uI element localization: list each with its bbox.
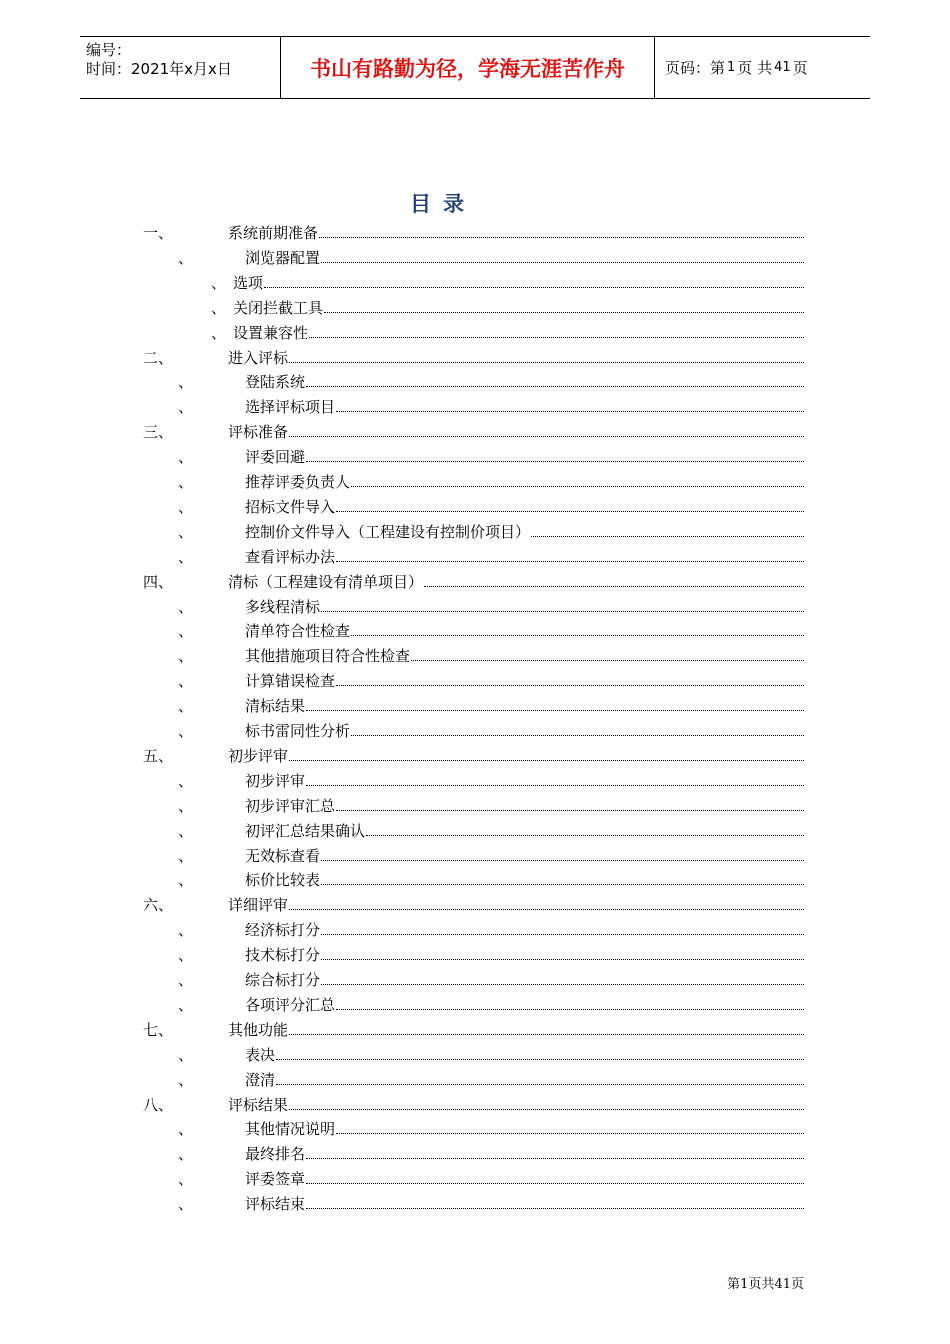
toc-entry-label: 初评汇总结果确认 [245,821,366,840]
toc-entry[interactable] [160,392,804,417]
toc-entry[interactable] [160,243,804,268]
toc-entry-label: 无效标查看 [245,846,321,865]
toc-dot-leader [306,386,804,387]
toc-entry[interactable] [160,641,804,666]
toc-entry-label: 评标准备 [228,423,289,442]
toc-entry-label: 评委签章 [245,1170,306,1189]
toc-entry-number: 、 [178,1170,194,1189]
toc-entry[interactable] [143,741,804,766]
toc-dot-leader [336,561,804,562]
toc-entry-label: 其他措施项目符合性检查 [245,647,411,666]
toc-entry-label: 评标结束 [245,1195,306,1214]
toc-entry-label: 选择评标项目 [245,398,336,417]
toc-entry-number: 、 [211,273,227,292]
toc-entry-number: 八、 [143,1095,174,1114]
toc-entry-number: 、 [178,473,194,491]
toc-entry-number: 、 [178,921,194,940]
toc-dot-leader [319,237,804,238]
toc-entry-number: 、 [178,398,194,417]
toc-entry-number: 、 [178,373,194,392]
toc-entry-number: 、 [178,647,194,666]
toc-entry-number: 七、 [143,1020,174,1039]
page-current: 1 [727,60,736,75]
header-motto: 书山有路勤为径，学海无涯苦作舟 [281,37,655,98]
toc-entry-number: 二、 [143,348,174,367]
toc-entry[interactable] [160,1114,804,1139]
toc-entry-number: 、 [178,448,194,467]
toc-dot-leader [321,860,804,861]
toc-dot-leader [306,785,804,786]
toc-dot-leader [321,262,804,263]
toc-entry-label: 进入评标 [228,348,289,367]
toc-entry[interactable] [160,616,804,641]
toc-dot-leader [276,1084,804,1085]
toc-entry-label: 浏览器配置 [245,248,321,267]
toc-dot-leader [424,586,804,587]
toc-entry[interactable] [160,766,804,791]
toc-entry[interactable] [160,517,804,542]
toc-entry-label: 设置兼容性 [233,323,309,342]
toc-entry-label: 标价比较表 [245,871,321,890]
toc-entry-label: 表决 [245,1045,276,1064]
toc-entry-label: 选项 [233,273,264,292]
toc-entry-label: 经济标打分 [245,921,321,940]
toc-entry[interactable] [160,542,804,567]
page-footer: 第1页共41页 [727,1277,804,1292]
toc-entry[interactable] [160,791,804,816]
toc-entry-label: 系统前期准备 [228,224,319,242]
toc-entry-number: 、 [178,821,194,840]
toc-entry[interactable] [143,218,804,243]
time-label: 时间：2021年x月x日 [86,60,232,78]
toc-entry[interactable] [143,1015,804,1040]
toc-entry-label: 澄清 [245,1070,276,1089]
toc-entry-number: 、 [178,672,194,691]
toc-dot-leader [306,461,804,462]
toc-entry[interactable] [160,841,804,866]
toc-entry[interactable] [160,1040,804,1065]
toc-entry-number: 、 [178,547,194,566]
toc-entry[interactable] [160,1164,804,1189]
toc-entry[interactable] [160,816,804,841]
toc-entry-label: 技术标打分 [245,946,321,965]
toc-dot-leader [289,1109,804,1110]
toc-entry-number: 、 [211,323,227,342]
toc-entry-number: 六、 [143,896,174,915]
toc-entry-label: 综合标打分 [245,971,321,989]
toc-title: 目录 [410,192,476,216]
toc-entry-label: 多线程清标 [245,597,321,616]
toc-entry[interactable] [160,865,804,890]
toc-entry-label: 标书雷同性分析 [245,722,351,740]
toc-dot-leader [306,1208,804,1209]
toc-dot-leader [276,1059,804,1060]
toc-dot-leader [351,735,804,736]
toc-dot-leader [306,1183,804,1184]
toc-entry-number: 、 [178,1120,194,1139]
toc-entry[interactable] [143,417,804,442]
toc-dot-leader [289,436,804,437]
toc-entry-number: 一、 [143,224,174,242]
toc-entry-label: 初步评审汇总 [245,796,336,815]
toc-entry-label: 关闭拦截工具 [233,298,324,317]
toc-dot-leader [289,1034,804,1035]
toc-entry-label: 最终排名 [245,1145,306,1164]
toc-entry[interactable] [143,1090,804,1115]
toc-entry-number: 、 [178,697,194,716]
toc-entry-label: 推荐评委负责人 [245,473,351,491]
toc-entry-number: 、 [178,597,194,616]
toc-entry-label: 各项评分汇总 [245,995,336,1014]
toc-entry-number: 、 [178,722,194,740]
toc-dot-leader [321,611,804,612]
toc-entry-label: 计算错误检查 [245,672,336,691]
toc-dot-leader [321,959,804,960]
page-suffix: 页 [792,59,808,77]
toc-entry-number: 四、 [143,572,174,591]
toc-dot-leader [264,287,804,288]
toc-entry[interactable] [211,293,804,318]
page-mid: 页 共 [737,59,773,77]
toc-entry-number: 、 [178,1195,194,1214]
toc-dot-leader [289,362,804,363]
toc-entry-number: 五、 [143,746,174,765]
toc-entry-number: 、 [178,497,194,516]
toc-entry-label: 其他情况说明 [245,1120,336,1139]
toc-entry-label: 清标（工程建设有清单项目） [228,572,424,591]
toc-entry[interactable] [160,1139,804,1164]
toc-entry[interactable] [160,965,804,990]
toc-entry-number: 、 [178,871,194,890]
header-page-cell [655,37,870,98]
toc-entry[interactable] [143,343,804,368]
toc-entry-number: 、 [178,622,194,641]
toc-dot-leader [306,710,804,711]
toc-entry-number: 、 [178,995,194,1014]
toc-entry-number: 、 [178,522,194,541]
toc-dot-leader [351,486,804,487]
toc-dot-leader [336,411,804,412]
toc-dot-leader [289,760,804,761]
toc-entry-label: 登陆系统 [245,373,306,392]
toc-entry-label: 查看评标办法 [245,547,336,566]
toc-entry-label: 清单符合性检查 [245,622,351,641]
header-table [80,36,870,99]
toc-dot-leader [336,511,804,512]
toc-entry[interactable] [160,691,804,716]
toc-dot-leader [411,660,804,661]
toc-dot-leader [336,1133,804,1134]
toc-dot-leader [324,312,804,313]
toc-entry-label: 评标结果 [228,1095,289,1114]
page-total: 41 [774,60,791,75]
toc-entry-label: 详细评审 [228,896,289,915]
toc-dot-leader [289,909,804,910]
toc-dot-leader [321,984,804,985]
toc-dot-leader [321,884,804,885]
toc-dot-leader [366,835,804,836]
toc-entry-number: 、 [178,248,194,267]
toc-entry[interactable] [160,592,804,617]
toc-entry[interactable] [211,318,804,343]
toc-entry-label: 初步评审 [228,746,289,765]
toc-entry-number: 、 [178,946,194,965]
toc-dot-leader [309,337,804,338]
toc-dot-leader [336,1009,804,1010]
toc-entry[interactable] [160,1065,804,1090]
toc-entry[interactable] [160,716,804,741]
toc-entry[interactable] [160,940,804,965]
toc-entry-number: 、 [178,771,194,790]
toc-entry-label: 评委回避 [245,448,306,467]
toc-entry[interactable] [211,268,804,293]
toc-entry-number: 、 [178,1070,194,1089]
toc-entry[interactable] [143,890,804,915]
toc-entry[interactable] [160,990,804,1015]
header-info-cell [80,37,281,98]
toc-entry[interactable] [160,442,804,467]
toc-dot-leader [351,635,804,636]
page-prefix: 页码：第 [665,59,726,77]
toc-entry[interactable] [160,467,804,492]
toc-entry-number: 、 [178,846,194,865]
toc-entry-number: 、 [178,1145,194,1164]
toc-entry[interactable] [160,492,804,517]
toc-entry-label: 招标文件导入 [245,497,336,516]
toc-dot-leader [531,536,804,537]
toc-entry[interactable] [160,1189,804,1214]
toc-entry-number: 、 [178,796,194,815]
toc-entry-label: 清标结果 [245,697,306,716]
toc-entry-label: 其他功能 [228,1020,289,1039]
toc-entry-number: 三、 [143,423,174,442]
toc-entry-number: 、 [178,1045,194,1064]
toc-entry-number: 、 [178,971,194,989]
toc-dot-leader [336,685,804,686]
number-label: 编号： [86,41,132,59]
toc-entry[interactable] [160,367,804,392]
toc-entry-number: 、 [211,298,227,317]
toc-dot-leader [306,1158,804,1159]
toc-entry[interactable] [143,567,804,592]
toc-dot-leader [321,934,804,935]
toc-dot-leader [336,810,804,811]
toc-entry[interactable] [160,915,804,940]
toc-entry-label: 控制价文件导入（工程建设有控制价项目） [245,522,531,541]
toc-entry-label: 初步评审 [245,771,306,790]
toc-entry[interactable] [160,666,804,691]
